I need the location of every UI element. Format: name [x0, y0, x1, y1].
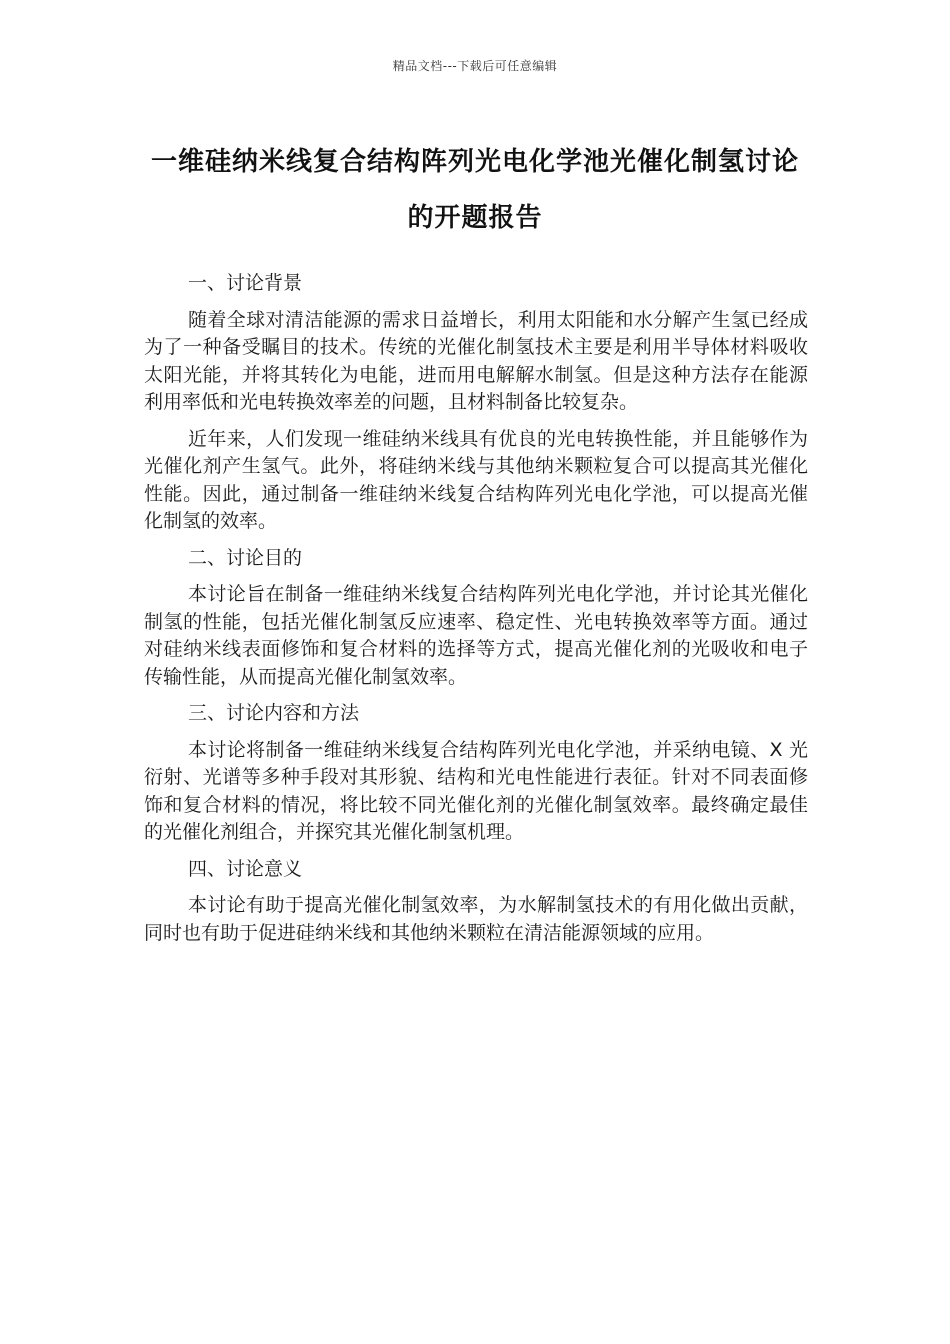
section-content-methods	[144, 700, 808, 847]
section-heading: 三、讨论内容和方法	[188, 702, 360, 724]
paragraph: 近年来，人们发现一维硅纳米线具有优良的光电转换性能，并且能够作为光催化剂产生氢气。此外，将硅纳米线与其他纳米颗粒复合可以提高其光催化性能。因此，通过制备一维硅纳米线复合结构阵列光电化学池，可以提高光催化制氢的效率。	[144, 427, 808, 532]
section-heading: 四、讨论意义	[188, 857, 303, 880]
paragraph: 随着全球对清洁能源的需求日益增长，利用太阳能和水分解产生氢已经成为了一种备受瞩目的技术。传统的光催化制氢技术主要是利用半导体材料吸收太阳光能，并将其转化为电能，进而用电解解水制氢。但是这种方法存在能源利用率低和光电转换效率差的问题，且材料制备比较复杂。	[144, 308, 808, 413]
document-body	[144, 270, 808, 956]
paragraph: 本讨论将制备一维硅纳米线复合结构阵列光电化学池，并采纳电镜、X 光衍射、光谱等多种手段对其形貌、结构和光电性能进行表征。针对不同表面修饰和复合材料的情况，将比较不同光催化剂的光催化制氢效率。最终确定最佳的光催化剂组合，并探究其光催化制氢机理。	[144, 738, 808, 843]
paragraph: 本讨论有助于提高光催化制氢效率，为水解制氢技术的有用化做出贡献，同时也有助于促进硅纳米线和其他纳米颗粒在清洁能源领域的应用。	[144, 894, 808, 944]
document-title: 一维硅纳米线复合结构阵列光电化学池光催化制氢讨论的开题报告	[150, 147, 799, 233]
paragraph: 本讨论旨在制备一维硅纳米线复合结构阵列光电化学池，并讨论其光催化制氢的性能，包括光催化制氢反应速率、稳定性、光电转换效率等方面。通过对硅纳米线表面修饰和复合材料的选择等方式，提高光催化剂的光吸收和电子传输性能，从而提高光催化制氢效率。	[144, 583, 808, 688]
section-background	[144, 270, 808, 536]
section-purpose	[144, 545, 808, 692]
section-heading: 二、讨论目的	[188, 546, 303, 569]
section-significance	[144, 856, 808, 948]
header-note: 精品文档---下载后可任意编辑	[392, 59, 558, 73]
section-heading: 一、讨论背景	[188, 272, 303, 294]
